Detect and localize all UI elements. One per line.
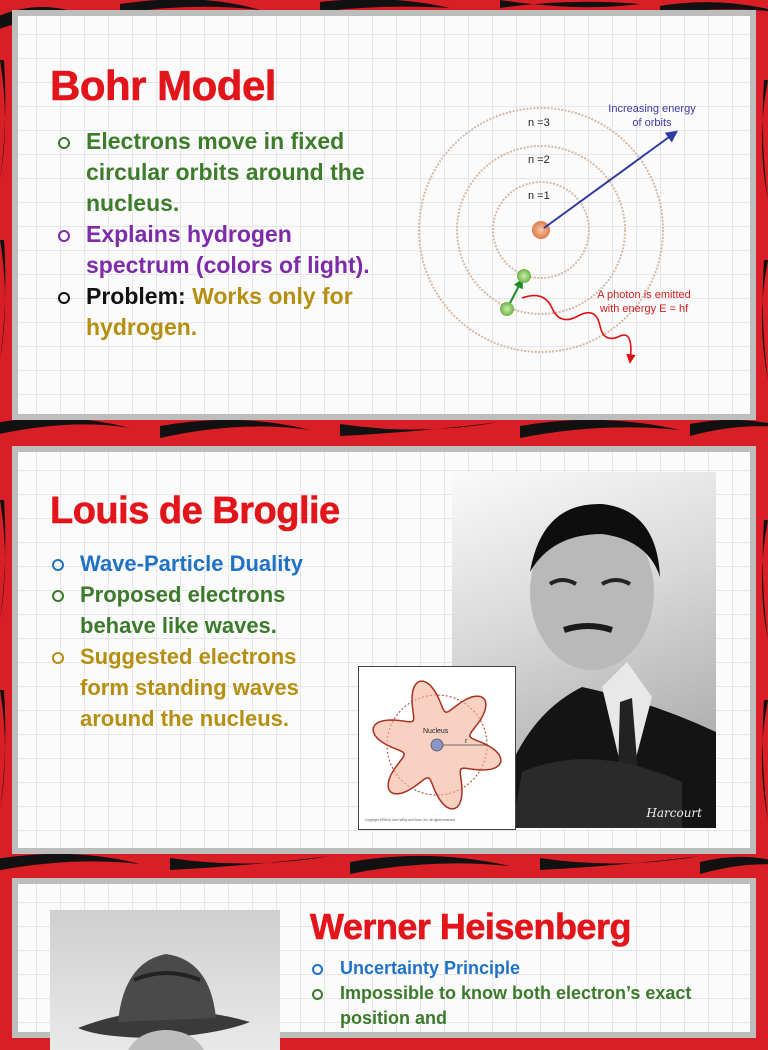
orbit-label-n2: n =2 <box>528 154 550 166</box>
slide-title: Louis de Broglie <box>50 490 340 532</box>
slide-title: Werner Heisenberg <box>310 906 631 947</box>
bullet-item: Suggested electrons form standing waves around the nucleus. <box>48 641 348 734</box>
bullet-item: Proposed electrons behave like waves. <box>48 579 348 641</box>
photon-label: A photon is emitted <box>597 289 691 301</box>
bullet-circle-icon <box>58 292 70 304</box>
bullet-item: Uncertainty Principle <box>308 956 728 981</box>
energy-label-2: of orbits <box>632 117 672 129</box>
standing-wave-inset <box>358 666 516 830</box>
portrait-photo-heisenberg <box>50 910 280 1050</box>
bullet-item: Problem: Works only for hydrogen. <box>54 281 394 343</box>
slide-bohr-model <box>12 10 756 420</box>
orbit-label-n3: n =3 <box>528 117 550 129</box>
electron-inner <box>500 302 514 316</box>
bullet-list <box>54 126 394 343</box>
bullet-circle-icon <box>312 964 323 975</box>
nucleus <box>532 221 550 239</box>
slide-werner-heisenberg <box>12 878 756 1038</box>
orbit-label-n1: n =1 <box>528 190 550 202</box>
energy-arrow <box>544 132 676 228</box>
bullet-item: Explains hydrogen spectrum (colors of light). <box>54 219 394 281</box>
bullet-item: Impossible to know both electron’s exact position and <box>308 981 728 1031</box>
energy-label: Increasing energy <box>608 103 696 115</box>
copyright-text: Copyright 1998 by John Wiley and Sons, Inc. All rights reserved. <box>365 818 456 822</box>
slide-title: Bohr Model <box>50 62 276 109</box>
bullet-item: Wave-Particle Duality <box>48 548 348 579</box>
bullet-item: Electrons move in fixed circular orbits around the nucleus. <box>54 126 394 219</box>
nucleus-label: Nucleus <box>423 728 449 735</box>
nucleus-dot <box>431 739 443 751</box>
electron-jump-arrow <box>509 280 522 305</box>
slide-louis-de-broglie <box>12 446 756 854</box>
bullet-circle-icon <box>52 590 64 602</box>
bullet-circle-icon <box>52 559 64 571</box>
bullet-list <box>48 548 348 734</box>
bullet-circle-icon <box>58 137 70 149</box>
bullet-list <box>308 956 728 1031</box>
photo-signature: Harcourt <box>646 806 702 820</box>
bullet-circle-icon <box>312 989 323 1000</box>
bohr-orbit-diagram <box>394 80 724 380</box>
radius-label: r <box>465 738 468 745</box>
bullet-circle-icon <box>52 652 64 664</box>
photon-label-2: with energy E = hf <box>599 303 689 315</box>
portrait-illustration <box>50 910 280 1050</box>
bullet-circle-icon <box>58 230 70 242</box>
electron-outer <box>517 269 531 283</box>
standing-wave-diagram <box>359 667 515 829</box>
